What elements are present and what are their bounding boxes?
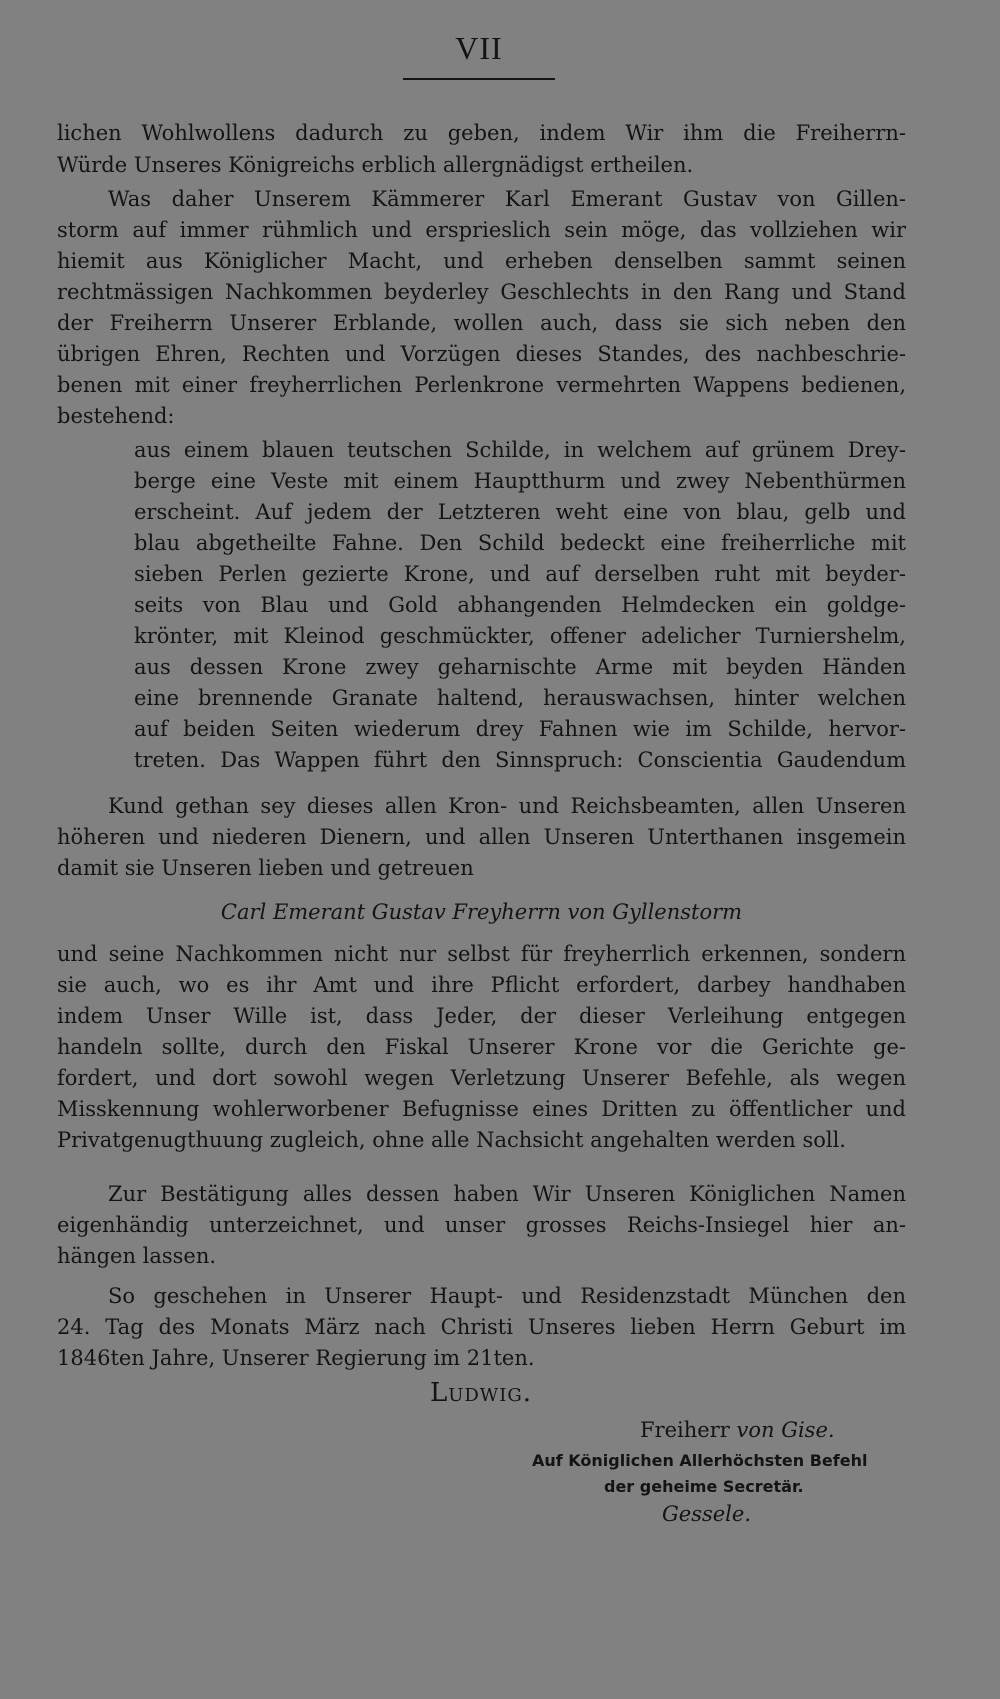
text-line: und seine Nachkommen nicht nur selbst für freyherrlich erkennen, sondern xyxy=(57,942,906,966)
official-signature xyxy=(640,1418,835,1442)
text-line: benen mit einer freyherrlichen Perlenkrone vermehrten Wappens bedienen, xyxy=(57,373,906,397)
text-line: handeln sollte, durch den Fiskal Unserer Krone vor die Gerichte ge- xyxy=(57,1035,906,1059)
text-line: fordert, und dort sowohl wegen Verletzung Unserer Befehle, als wegen xyxy=(57,1066,906,1090)
text-line: seits von Blau und Gold abhangenden Helmdecken ein goldge- xyxy=(134,593,906,617)
text-line: eine brennende Granate haltend, herauswachsen, hinter welchen xyxy=(134,686,906,710)
text-line: Würde Unseres Königreichs erblich allergnädigst ertheilen. xyxy=(57,153,694,177)
secretary-line: der geheime Secretär. xyxy=(604,1477,804,1496)
page-number: VII xyxy=(455,30,503,66)
text-line: 24. Tag des Monats März nach Christi Unseres lieben Herrn Geburt im xyxy=(57,1315,906,1339)
text-line: aus dessen Krone zwey geharnischte Arme mit beyden Händen xyxy=(134,655,906,679)
text-line: lichen Wohlwollens dadurch zu geben, indem Wir ihm die Freiherrn- xyxy=(57,121,906,145)
text-line xyxy=(108,184,906,214)
text-line: hängen lassen. xyxy=(57,1244,217,1268)
text-line: rechtmässigen Nachkommen beyderley Geschlechts in den Rang und Stand xyxy=(57,280,906,304)
text-line-content: Was daher Unserem Kämmerer Karl Emerant Gustav von Gillen- xyxy=(108,187,906,211)
text-line: sieben Perlen gezierte Krone, und auf derselben ruht mit beyder- xyxy=(134,562,906,586)
text-line: damit sie Unseren lieben und getreuen xyxy=(57,856,474,880)
text-line: Zur Bestätigung alles dessen haben Wir Unseren Königlichen Namen xyxy=(108,1182,906,1206)
text-line: indem Unser Wille ist, dass Jeder, der dieser Verleihung entgegen xyxy=(57,1004,906,1028)
text-line: 1846ten Jahre, Unserer Regierung im 21ten. xyxy=(57,1346,535,1370)
official-name: von Gise. xyxy=(736,1418,835,1442)
text-line: eigenhändig unterzeichnet, und unser grosses Reichs-Insiegel hier an- xyxy=(57,1213,906,1237)
text-line: treten. Das Wappen führt den Sinnspruch: Conscientia Gaudendum xyxy=(134,748,906,772)
text-line: So geschehen in Unserer Haupt- und Residenzstadt München den xyxy=(108,1284,906,1308)
text-line: berge eine Veste mit einem Hauptthurm und zwey Nebenthürmen xyxy=(134,469,906,493)
king-signature: Ludwig. xyxy=(429,1378,533,1408)
text-line: der Freiherrn Unserer Erblande, wollen auch, dass sie sich neben den xyxy=(57,311,906,335)
text-line: aus einem blauen teutschen Schilde, in welchem auf grünem Drey- xyxy=(134,438,906,462)
text-line: sie auch, wo es ihr Amt und ihre Pflicht erfordert, darbey handhaben xyxy=(57,973,906,997)
text-line: hiemit aus Königlicher Macht, und erheben denselben sammt seinen xyxy=(57,249,906,273)
secretary-name: Gessele. xyxy=(662,1502,752,1526)
text-line: auf beiden Seiten wiederum drey Fahnen wie im Schilde, hervor- xyxy=(134,717,906,741)
official-title: Freiherr xyxy=(640,1418,730,1442)
text-line: Misskennung wohlerworbener Befugnisse eines Dritten zu öffentlicher und xyxy=(57,1097,906,1121)
text-line: Privatgenugthuung zugleich, ohne alle Nachsicht angehalten werden soll. xyxy=(57,1128,846,1152)
text-line: krönter, mit Kleinod geschmückter, offener adelicher Turniershelm, xyxy=(134,624,906,648)
order-line: Auf Königlichen Allerhöchsten Befehl xyxy=(532,1451,868,1470)
text-line: höheren und niederen Dienern, und allen Unseren Unterthanen insgemein xyxy=(57,825,906,849)
page-number-rule xyxy=(403,78,555,80)
text-line: Kund gethan sey dieses allen Kron- und Reichsbeamten, allen Unseren xyxy=(108,794,906,818)
text-line: bestehend: xyxy=(57,404,175,428)
text-line: storm auf immer rühmlich und ersprieslich sein möge, das vollziehen wir xyxy=(57,218,906,242)
text-line: blau abgetheilte Fahne. Den Schild bedeckt eine freiherrliche mit xyxy=(134,531,906,555)
text-line: erscheint. Auf jedem der Letzteren weht eine von blau, gelb und xyxy=(134,500,906,524)
recipient-name-line: Carl Emerant Gustav Freyherrn von Gyllenstorm xyxy=(220,900,743,924)
text-line: übrigen Ehren, Rechten und Vorzügen dieses Standes, des nachbeschrie- xyxy=(57,342,906,366)
